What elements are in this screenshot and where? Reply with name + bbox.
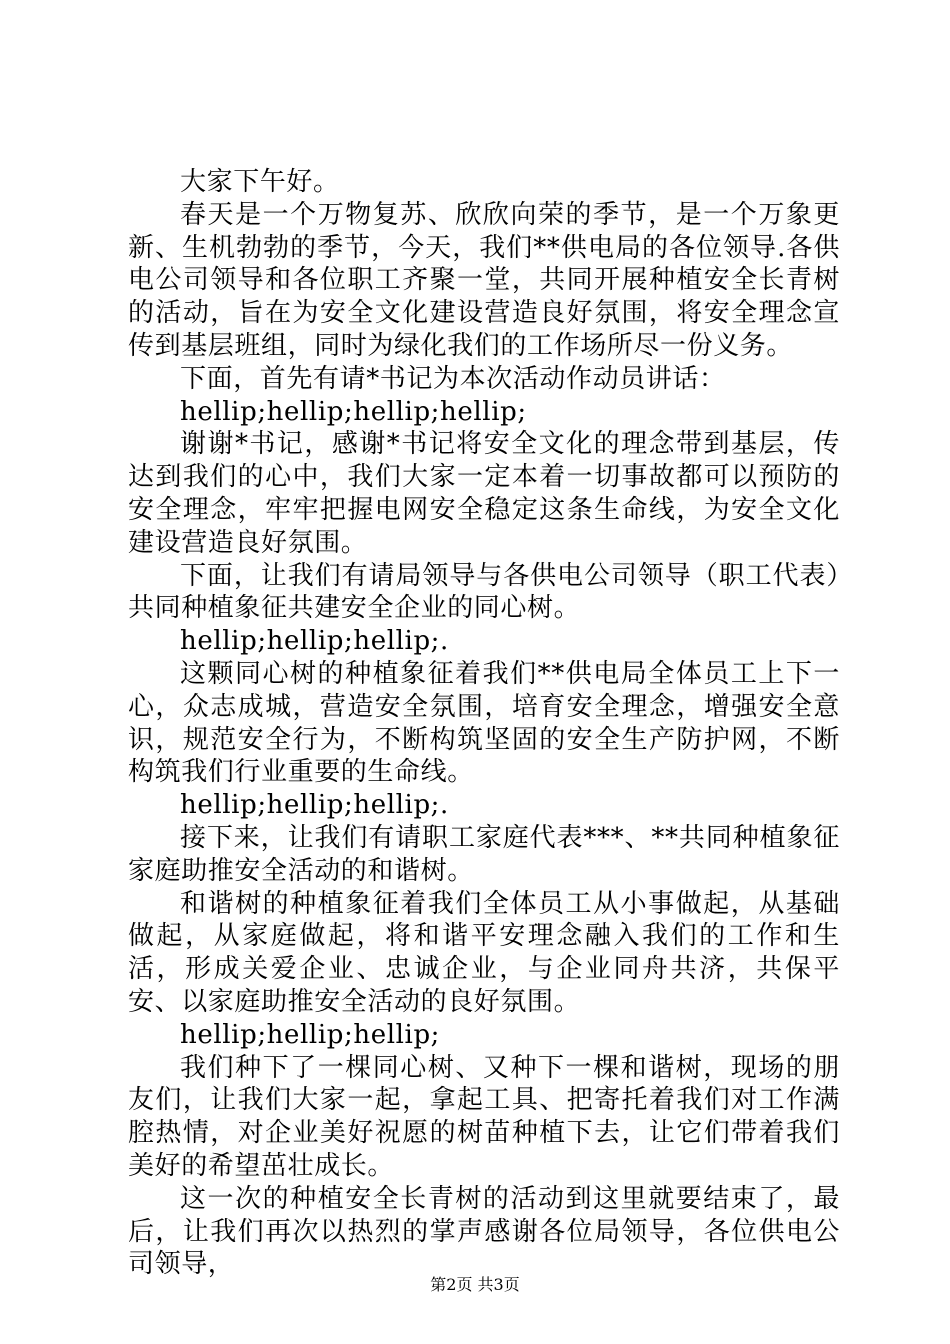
document-body: [128, 166, 840, 1281]
page-footer: 第2页 共3页: [430, 1275, 520, 1294]
paragraph-ellipsis: hellip;hellip;hellip;.: [180, 790, 449, 821]
paragraph-planting-together: 我们种下了一棵同心树、又种下一棵和谐树，现场的朋友们，让我们大家一起，拿起工具、把寄托着我们对工作满腔热情，对企业美好祝愿的树苗种植下去，让它们带着我们美好的希望茁壮成长。: [128, 1052, 840, 1181]
paragraph-opening: 春天是一个万物复苏、欣欣向荣的季节，是一个万象更新、生机勃勃的季节，今天，我们**供电局的各位领导.各供电公司领导和各位职工齐聚一堂，共同开展种植安全长青树的活动，旨在为安全文化建设营造良好氛围，将安全理念宣传到基层班组，同时为绿化我们的工作场所尽一份义务。: [128, 199, 840, 361]
paragraph-invite-family: 接下来，让我们有请职工家庭代表***、**共同种植象征家庭助推安全活动的和谐树。: [128, 822, 840, 886]
paragraph-greeting: 大家下午好。: [180, 167, 340, 197]
paragraph-closing: 这一次的种植安全长青树的活动到这里就要结束了，最后，让我们再次以热烈的掌声感谢各位局领导，各位供电公司领导，: [128, 1183, 840, 1280]
paragraph-ellipsis: hellip;hellip;hellip;.: [180, 626, 449, 657]
paragraph-ellipsis: hellip;hellip;hellip;: [180, 1019, 441, 1050]
paragraph-invite-secretary: 下面，首先有请*书记为本次活动作动员讲话：: [180, 363, 726, 394]
paragraph-unity-tree: 这颗同心树的种植象征着我们**供电局全体员工上下一心，众志成城，营造安全氛围，培育安全理念，增强安全意识，规范安全行为，不断构筑坚固的安全生产防护网，不断构筑我们行业重要的生命线。: [128, 658, 840, 788]
paragraph-invite-leaders: 下面，让我们有请局领导与各供电公司领导（职工代表）共同种植象征共建安全企业的同心树。: [128, 560, 840, 624]
paragraph-thanks-secretary: 谢谢*书记，感谢*书记将安全文化的理念带到基层，传达到我们的心中，我们大家一定本着一切事故都可以预防的安全理念，牢牢把握电网安全稳定这条生命线，为安全文化建设营造良好氛围。: [128, 429, 840, 558]
paragraph-harmony-tree: 和谐树的种植象征着我们全体员工从小事做起，从基础做起，从家庭做起，将和谐平安理念融入我们的工作和生活，形成关爱企业、忠诚企业，与企业同舟共济，共保平安、以家庭助推安全活动的良好氛围。: [128, 888, 840, 1017]
paragraph-ellipsis: hellip;hellip;hellip;hellip;: [180, 396, 527, 427]
